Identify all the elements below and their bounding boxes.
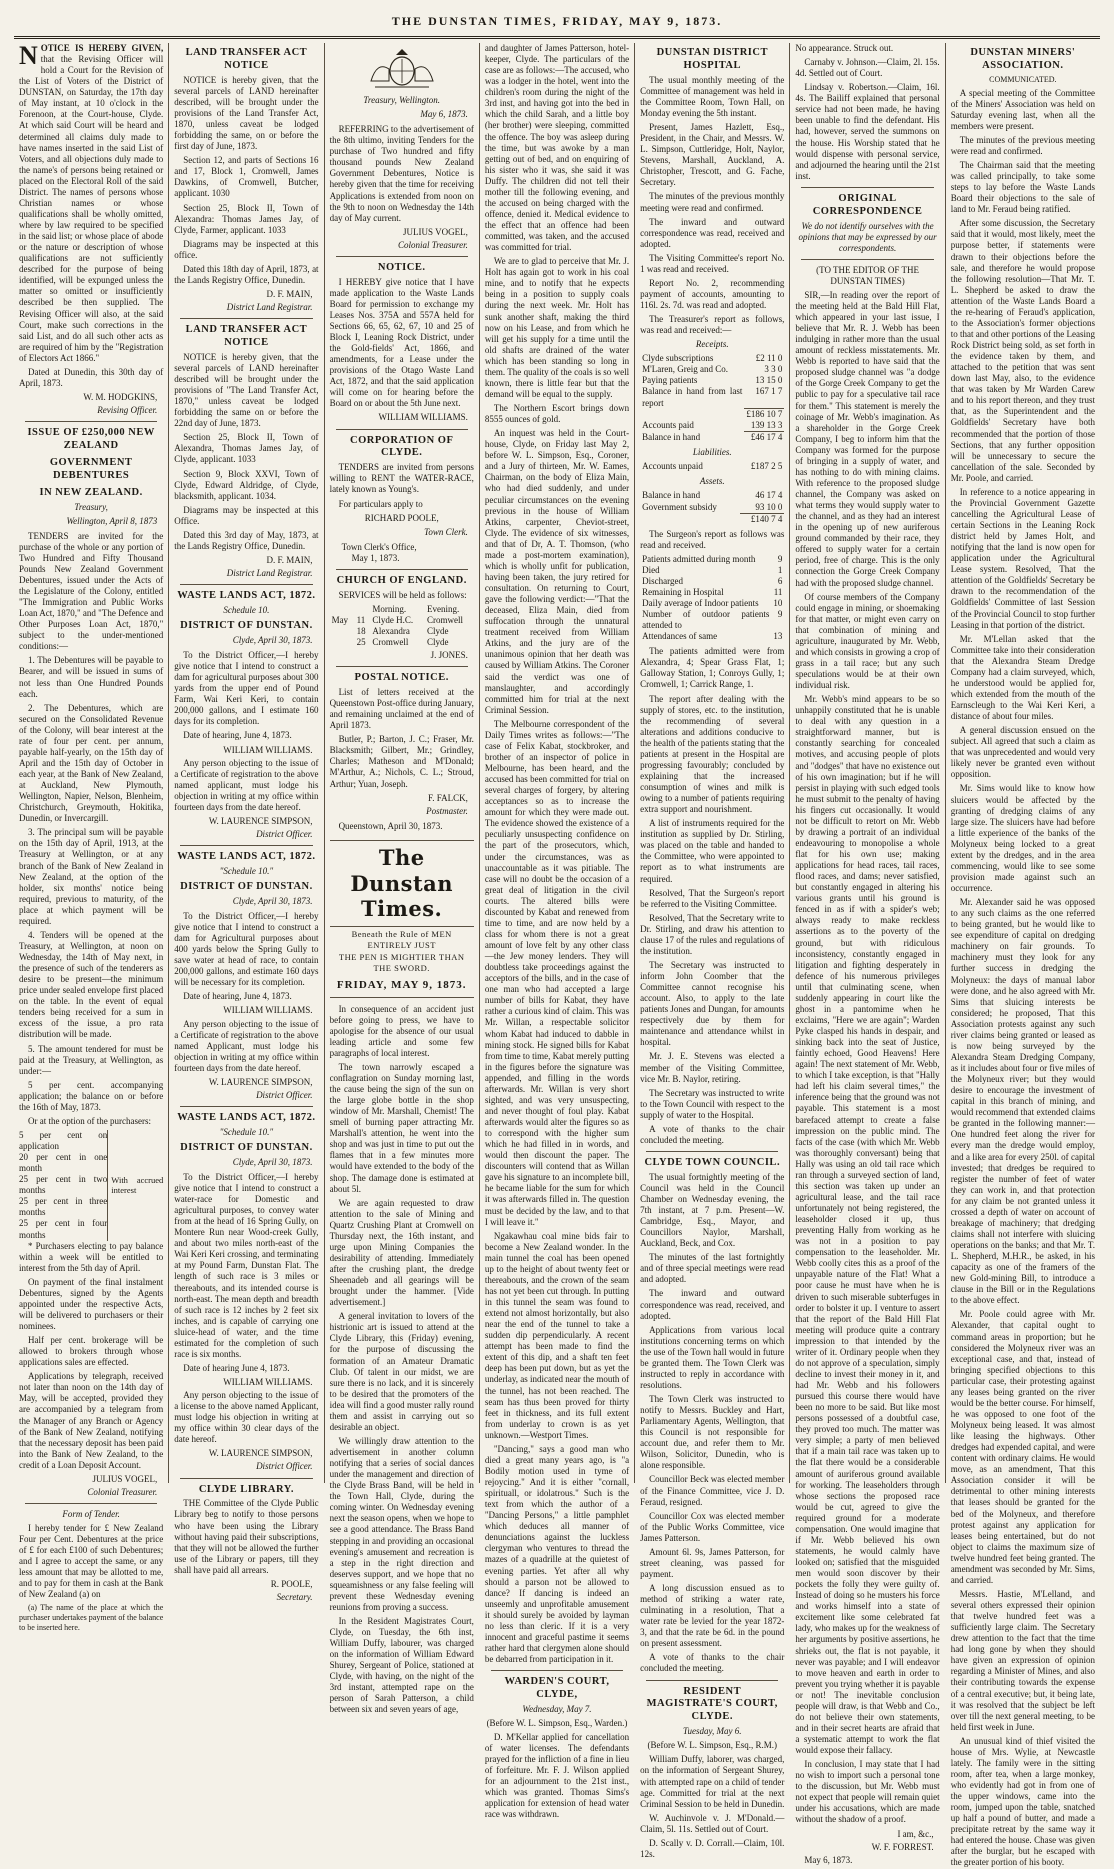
miners-p4: After some discussion, the Secretary said that it would, most likely, meet the purpose better, if statements were drawn to their objections before the sale, and therefore he would propose the following resolution—That Mr. T. L. Shepherd be asked to draw the attention of the Waste Lands Board a the re-hearing of Feraud's application, to the Association's former objections to that and other portions of the Leasing Rock District being sold, as set forth in the evidence taken by them, and attached to the petition that was sent down last May, also, to the evidence that was taken by Mr Warden Carew and to his report thereon, and they trust that, as the Superintendent and the Goldfields' Secretary have both recommended that the portion of those Sections, that any further opposition will be unnecessary to secure the cancellation of the sale. Seconded by Mr. Poole, and carried. <box>950 218 1095 483</box>
wl3-officer-title: District Officer. <box>256 1461 313 1472</box>
wl2-officer-title: District Officer. <box>256 1089 313 1100</box>
wl1-objection: Any person objecting to the issue of a Certificate of registration to the above named applicant, must lodge his objection in writing at my office within fourteen days from the date hereof. <box>174 757 319 812</box>
treasury-signer: JULIUS VOGEL, <box>403 226 468 237</box>
council-p3: The inward and outward correspondence was read, received, and adopted. <box>640 1288 785 1321</box>
acct-label: Government subsidy <box>642 501 717 512</box>
wl3-signer: WILLIAM WILLIAMS. <box>223 1377 313 1387</box>
acct-amount: £187 2 5 <box>750 461 783 472</box>
lt1-body: NOTICE is hereby given, that the several parcels of LAND hereinafter described, will be brought under the provisions of the Land Transfer Act, 1870, unless caveat be lodged forbidding the same, on or before the first day of June, 1873. <box>174 74 319 152</box>
divider <box>25 1503 157 1504</box>
wl1-body: To the District Officer,—I hereby give notice that I intend to construct a dam for agricultural purposes about 300 yards from the upper end of Pound Farm, Wai Keri Keri, to contain 200,000 gallons, and I estimate 160 days for its completion. <box>174 650 319 727</box>
service-month <box>330 637 355 648</box>
acct-label: Balance in hand <box>642 431 701 442</box>
divider <box>336 429 468 430</box>
letter-p1: SIR,—In reading over the report of the meeting held at the Bald Hill Flat, which appeared in your last issue, I believe that Mr. R. J. Webb has been indulging in rather more than the usual amount of reckless misstatements. Mr. Webb is reported to have said that the proposed sludge channel was "a dodge of the Gorge Creek Company to get the public to pay for a speculative tail race for them." This statement is merely the coinage of Mr. Webb's imagination. As a shareholder in the Gorge Creek Company, I beg to inform him that the Company was formed for the purpose of bringing in a supply of water, and has nothing to do with mining claims. With reference to the proposed sludge channel, the Company was asked on what terms they would supply water to the channel, and as they had an interest in the opening up of new auriferous ground commanded by their race, they offered to supply water for a certain period, free of charge. This is the only connection the Gorge Creek Company had with the proposed sludge channel. <box>795 289 940 588</box>
stat-value: 13 <box>773 631 783 642</box>
service-evening: Clyde <box>427 637 449 647</box>
wl1-heading: WASTE LANDS ACT, 1872. <box>177 590 316 602</box>
miners-p7: A general discussion ensued on the subject. All agreed that such a claim as that was unprecedented and would very likely never be granted even without opposition. <box>950 725 1095 780</box>
court-p2: Carnaby v. Johnson.—Claim, 2l. 15s. 4d. Settled out of Court. <box>795 57 940 79</box>
news-p3: The Northern Escort brings down 8555 ounces of gold. <box>484 403 630 425</box>
editorial-p2: The town narrowly escaped a conflagration on Sunday morning last, the cause being the sign of the sun on the large globe bottle in the shop window of Mr. Marshall, Chemist! The smell of burning paper attracting Mr. Marshall's attention, he went into the shop and was just in time to put out the flames that in a few minutes more would have extended to the body of the shop. The damage done is estimated at about 5l. <box>329 1061 474 1194</box>
treasury-body: REFERRING to the advertisement of the 8th ultimo, inviting Tenders for the purchase of Two hundred and fifty thousand pounds New Zealand Government Debentures, Notice is hereby given that the time for receiving Applications is extended from noon on the 9th to noon on Wednesday the 14th day of May current. <box>329 124 474 223</box>
table-row <box>330 615 474 626</box>
notice-body: that the Revising Officer will hold a Court for the Revision of the List of Voters of the District of DUNSTAN, on Saturday, the 17th day of May instant, at 10 o'clock in the Forenoon, at the Court-house, Clyde. At which said Court will be heard and determined all claims duly made to have names inserted in the said List of Voters, and all objections duly made to the name's of persons being retained or placed on the Electoral Roll of the said District. The names of persons whose Christian names or whose qualifications shall be wholly omitted, where by law required to be specified in the said list; or whose place of abode or the nature or description of whose qualifications are not sufficiently described for the purpose of being identified, will be expunged unless the matter so omitted or insufficiently described be then supplied. The Revising Officer will also, at the said Court, make such corrections in the said List, and do all such other acts as are required of him by the "Registration of Electors Act 1866." <box>19 54 164 363</box>
miners-p9: Mr. Alexander said he was opposed to any such claims as the one referred to being granted, but he would like to see expenditure of capital on dredging machinery on fair grounds. To machinery must they look for any further success in dredging the Molyneux: the days of manual labor were done, and he also agreed with Mr. Sims that sluicing interests be considered; he proposed, That this Association protests against any such river claims being granted or leased as is now being surveyed by the Alexandra Steam Dredging Company, as it includes about four or five miles of the Molyneux river; but they would desire to encourage the investment of capital in this branch of mining, and would recommend that extended claims be granted in the following manner:—One hundred feet along the river for every man the dredge would employ, and a like area for every 250l. of capital invested; that dredges be required to register the number of feet of water they can work in, and that protection for any claim be not granted unless it crossed a depth of water on account of breakage of machinery; that dredging claims shall not interfere with sluicing operations on the banks; and that Mr. T. L. Shepherd, M.H.R., be asked, in his capacity as one of the framers of the new Gold-mining Bill, to introduce a clause in the Bill or in the Regulations to the above effect. <box>950 897 1095 1306</box>
issue-cond-4: 4. Tenders will be opened at the Treasury, at Wellington, at noon on Wednesday, the 14th of May next, in the presence of such of the tenderers as desire to be present—the minimum price under sealed envelope first placed on the table. In the event of equal tenders being received for a sum in excess of the issue, a pro rata distribution will be made. <box>19 929 164 1040</box>
table-row <box>640 364 784 375</box>
postal-signer-title: Postmaster. <box>426 805 468 816</box>
table-row <box>640 502 784 514</box>
rm-p1: William Duffy, laborer, was charged, on the information of Sergeant Shurey, with attempted rape on a child of tender age. Committed for trial at the next Criminal Session to be held in Dunedin. <box>640 1754 785 1809</box>
issue-p3: Half per cent. brokerage will be allowed to brokers through whose applications sales are effected. <box>19 1335 164 1368</box>
council-p4: Applications from various local institutions concerning terms on which the use of the Town hall would in future be granted them. The Town Clerk was instructed to reply in accordance with resolutions. <box>640 1324 785 1390</box>
table-row <box>640 490 784 501</box>
council-p2: The minutes of the last fortnightly and of three special meetings were read and adopted. <box>640 1252 785 1285</box>
hospital-p4: The inward and outward correspondence was read, received and adopted. <box>640 216 785 249</box>
rate-item: 25 per cent in four months <box>19 1218 108 1240</box>
council-p1: The usual fortnightly meeting of the Council was held in the Council Chamber on Wednesday evening, the 7th instant, at 7 p.m. Present—W. Cambridge, Esq., Mayor, and Councillors Naylor, Marshall, Auckland, Beck, and Cox. <box>640 1171 785 1249</box>
wl2-heading: WASTE LANDS ACT, 1872. <box>177 851 316 862</box>
hospital-p3: The minutes of the previous monthly meeting were read and confirmed. <box>640 191 785 213</box>
miners-p8: Mr. Sims would like to know how sluicers would be affected by the granting of dredging claims of any large size. The sluicers have had before a little experience of the banks of the Molyneux being locked to a great extent by the dredges, and in the area commencing, would like to see some provision made against such an occurrence. <box>950 783 1095 894</box>
council-p5: The Town Clerk was instructed to notify to Messrs. Buckley and Hart, Parliamentary Agents, Wellington, that this Council is not responsible for account due, and refer them to Mr. Wilson, Solicitor, Dunedin, who is alone responsible. <box>640 1394 785 1471</box>
divider <box>180 584 312 585</box>
table-row <box>640 576 784 587</box>
issue-p2: On payment of the final instalment Debentures, signed by the Agents appointed under the respective Acts, will be delivered to purchasers or their nominees. <box>19 1276 164 1332</box>
postal-signer: F. FALCK, <box>427 792 468 803</box>
wl2-sub: "Schedule 10." <box>219 865 274 876</box>
lt2-body: NOTICE is hereby given, that the several parcels of LAND hereinafter described will be brought under the provisions of "The Land Transfer Act, 1870," unless caveat be lodged forbidding the same on or before the 22nd day of June, 1873. <box>174 351 319 429</box>
lt2-signer: D. F. MAIN, <box>266 554 313 565</box>
wl3-sub: "Schedule 10." <box>219 1126 274 1137</box>
royal-crest-icon <box>367 47 437 91</box>
stat-label: Died <box>642 564 660 575</box>
assets-table <box>640 490 784 524</box>
hospital-p1: The usual monthly meeting of the Committee of management was held in the Committee Room, Town Hall, on Monday evening the 5th instant. <box>640 74 785 118</box>
lt1-dated: Dated this 18th day of April, 1873, at the Lands Registry Office, Dunedin. <box>174 263 319 285</box>
wl1-officer: W. LAURENCE SIMPSON, <box>208 815 313 826</box>
library-heading: CLYDE LIBRARY. <box>198 1483 294 1495</box>
news-p7: "Dancing," says a good man who died a great many years ago, is "a Bodily motion used in tyme of rejoycing." And it is either "cornall, spirituall, or idolatrous." Such is the text from which the author of a "Dancing Persons," a little pamphlet which deduces all manner of denunciations against the luckless clergyman who ventures to thread the mazes of a quadrille at the quietest of evening parties. Yet after all why should a parson not be allowed to dance? If dancing is indeed an unseemly and unprofitable amusement it should surely be avoided by layman no less than cleric. If it is a very innocent and graceful pastime it seems rather hard that clergymen alone should be debarred from participation in it. <box>484 1443 630 1664</box>
library-signer: R. POOLE, <box>270 1578 313 1589</box>
form-note: (a) The name of the place at which the purchaser undertakes payment of the balance to be inserted here. <box>19 1603 164 1633</box>
lt2-heading: LAND TRANSFER ACT NOTICE <box>185 324 308 348</box>
news-p1: and daughter of James Patterson, hotel-keeper, Clyde. The particulars of the case are as follows:—The accused, who was a lodger in the hotel, went into the children's room during the night of the 3rd inst, and having got into the bed in which the child Sarah, and a little boy (her brother) were sleeping, committed the offence. The boy was asleep during the time, but was awoke by a man getting out of bed, and on enquiring of his sister who it was, she said it was Duffy. The children did not tell their mother till the following evening, and the accused on being charged with the offence, denied it. Medical evidence to the effect that an offence had been committed, was taken, and the accused was committed for trial. <box>484 43 630 253</box>
lt2-sec2: Section 9, Block XXVI, Town of Clyde, Edward Aldridge, of Clyde, blacksmith, applicant. 1034. <box>174 468 319 501</box>
hospital-p7: The Treasurer's report as follows, was read and received:— <box>640 314 785 336</box>
corp-date: May 1, 1873. <box>351 552 400 563</box>
editorial-p3: We are again requested to draw attention to the sale of Mining and Quartz Crushing Plant at Cromwell on Thursday next, the 16th instant, and urge upon Mining Companies the desirability of attending. Immediately after the crushing plant, the dredge Sheenadeb and all gearings will be brought under the hammer. [Vide advertisement.] <box>329 1197 474 1308</box>
acct-label: Accounts unpaid <box>642 461 703 472</box>
divider <box>646 1151 778 1152</box>
council-p8: Amount 6l. 9s, James Patterson, for street cleaning, was passed for payment. <box>640 1546 785 1579</box>
issue-cond-5b: 5 per cent. accompanying application; the balance on or before the 16th of May, 1873. <box>19 1079 164 1112</box>
miners-p6: Mr. M'Lellan asked that the Committee take into their consideration that the Alexandra Steam Dredge Company had a claim surveyed, which, he understood would be applied for, which extended from the mouth of the Earnscleugh to the Wai Keri Keri, a distance of about four miles. <box>950 633 1095 722</box>
acct-total: £186 10 7 <box>746 409 783 420</box>
rate-item: 20 per cent in one month <box>19 1152 108 1174</box>
acct-amount: 3 3 0 <box>764 364 783 375</box>
rate-item: 25 per cent in three months <box>19 1196 108 1218</box>
corp-signer: RICHARD POOLE, <box>364 512 439 523</box>
service-day: 11 <box>356 614 366 625</box>
hospital-p13: Resolved, That the Secretary write to Dr. Stirling, and draw his attention to clause 17 of the rules and regulations of the institution. <box>640 912 785 956</box>
news-p5: The Melbourne correspondent of the Daily Times writes as follows:—"The case of Felix Kabat, stockbroker, and brother of an inspector of police in Melbourne, has been heard, and the accused has been committed for trial on several charges of forgery, by altering acceptances so as to increase the amount for which they were made out. The evidence showed the existence of a peculiarly unsuspecting confidence on the part of the prosecutors, which, under the circumstances, was as unaccountable as it was pitiable. The case will no doubt be the occasion of a great deal of litigation in the civil courts. The altered bills were discounted by Kabat and renewed from time to time, and are now held by a class for whom there is not a great amount of love felt by any other class—the Jew money lenders. They will doubtless take proceedings against the acceptors of the bills, and in the case of one man who had accepted a large number of bills for Kabat, they have rather a curious kind of claim. This was Mr. Willan, a respectable solicitor whom Kabat had induced to dabble in mining stock. He signed bills for Kabat from time to time, Kabat merely putting in the figures before the signature was appended, and filling in the words afterwards. Mr. Willan is very short sighted, and was very unsuspecting, and never thought of foul play. Kabat afterwards would alter the figures so as to correspond with the higher sum which he had filled in in words, and would then discount the paper. The discounters will contend that as Willan gave his signature to an incomplete bill, he became liable for the sum for which it was afterwards filled in. The question must be decided by the law, and to that I will leave it." <box>484 718 630 1227</box>
postal-names: Butler, P.; Barton, J. C.; Fraser, Mr. Blacksmith; Gilbert, Mr.; Grindley, Charles; Matheson and M'Donald; M'Arthur, A.; Nichols, C. L.; Stroud, Arthur; Yuan, Joseph. <box>329 734 474 789</box>
lt1-plans: Diagrams may be inspected at this office. <box>174 238 319 260</box>
church-body: SERVICES will be held as follows: <box>338 589 467 600</box>
stat-value: 9 <box>777 609 783 620</box>
acct-amount: 13 15 0 <box>755 375 783 386</box>
rm-heading: RESIDENT MAGISTRATE'S COURT, CLYDE. <box>646 1685 778 1723</box>
wardens-body: D. M'Kellar applied for cancellation of water licenses. The defendants prayed for the infliction of a fine in lieu of forfeiture. Mr. F. J. Wilson applied for an adjournment to the 21st inst., which was granted. Thomas Sims's application for extension of head water race was withdrawn. <box>484 1732 630 1820</box>
hospital-p6: Report No. 2, recommending payment of accounts, amounting to 116l. 2s. 7d. was read and adopted. <box>640 277 785 310</box>
lt2-signer-title: District Land Registrar. <box>226 568 313 578</box>
wl2-body: To the District Officer,—I hereby give notice that I intend to construct a dam for Agricultural purposes about 400 yards below the Spring Gully to save water at head of race, to contain 200,000 gallons, and estimate 160 days will be necessary for its completion. <box>174 910 319 988</box>
wardens-heading: WARDEN'S COURT, CLYDE, <box>504 1676 610 1700</box>
lt1-signer-title: District Land Registrar. <box>226 302 313 312</box>
issue-heading-3: IN NEW ZEALAND. <box>39 486 143 498</box>
hospital-heading: DUNSTAN DISTRICT HOSPITAL <box>656 47 768 71</box>
service-month: May <box>331 614 349 625</box>
lt1-heading: LAND TRANSFER ACT NOTICE <box>185 47 308 71</box>
postal-body: List of letters received at the Queenstown Post-office during January, and remaining unclaimed at the end of April 1873. <box>329 687 474 731</box>
paper-motto-1: Beneath the Rule of MEN ENTIRELY JUST <box>351 929 452 950</box>
communicated-label: COMMUNICATED. <box>989 74 1057 84</box>
corp-body: TENDERS are invited from persons willing to RENT the WATER-RACE, lately known as Young's. <box>329 462 474 495</box>
miners-p2: The minutes of the previous meeting were read and confirmed. <box>950 134 1095 156</box>
divider <box>336 569 468 570</box>
notice-heading: NOTICE. <box>377 261 426 273</box>
wl1-officer-title: District Officer. <box>256 828 313 839</box>
lt1-signer: D. F. MAIN, <box>266 288 313 299</box>
liabilities-table <box>640 461 784 472</box>
wl3-date: Clyde, April 30, 1873. <box>232 1156 313 1167</box>
receipts-heading: Receipts. <box>695 339 729 350</box>
table-row <box>640 386 784 408</box>
table-row <box>640 565 784 576</box>
wl1-sub: Schedule 10. <box>223 604 270 615</box>
acct-amount: £46 17 4 <box>744 432 784 444</box>
letter-signer: W. F. FORREST. <box>871 1841 934 1852</box>
council-p7: Councillor Cox was elected member of the Public Works Committee, vice James Patterson. <box>640 1510 785 1543</box>
table-row <box>640 409 784 421</box>
services-header <box>330 604 474 615</box>
lt2-sec1: Section 25, Block II, Town of Alexandra, Thomas James Jay, of Clyde, applicant. 1033 <box>174 432 319 465</box>
service-morning: Cromwell <box>372 637 409 647</box>
news-p6: Ngakawhau coal mine bids fair to become a New Zealand wonder. In the main tunnel the coal has been opened up to the height of about twenty feet or thereabouts, and the crown of the seam has not yet been cut through. In putting in this tunnel the seam was found to extend not almost horizontally, but also near the end of the tunnel to take a sudden dip perpendicularly. A recent attempt has been made to find the extent of this dip, and a shaft ten feet deep has been put down, but as yet the underlay, as indicated near the mouth of the tunnel, has not been reached. The seam has thus been proved for thirty feet in thickness, and its full extent from underlay to crown is as yet unknown.—Westport Times. <box>484 1230 630 1440</box>
stat-label: Discharged <box>642 575 683 586</box>
treasury-signer-title: Colonial Treasurer. <box>397 239 468 250</box>
wl3-district: DISTRICT OF DUNSTAN. <box>180 1141 313 1153</box>
treasury-date: May 6, 1873. <box>420 109 468 120</box>
wl1-signer: WILLIAM WILLIAMS. <box>223 744 313 755</box>
divider <box>646 1680 778 1681</box>
issue-heading: ISSUE OF £250,000 NEW ZEALAND <box>27 427 155 451</box>
receipts-table <box>640 353 784 443</box>
form-heading: Form of Tender. <box>62 1508 120 1519</box>
lt1-sec1: Section 12, and parts of Sections 16 and 17, Block 1, Cromwell, James Dawkins, of Cromwell, Butcher, applicant. 1030 <box>174 155 319 199</box>
acct-label: M'Laren, Greig and Co. <box>642 364 728 375</box>
stat-value: 1 <box>777 564 783 575</box>
wl2-signer: WILLIAM WILLIAMS. <box>223 1005 313 1016</box>
wl1-hearing: Date of hearing, June 4, 1873. <box>183 730 292 741</box>
court-p1: No appearance. Struck out. <box>795 43 894 53</box>
lt2-dated: Dated this 3rd day of May, 1873, at the Lands Registry Office, Dunedin. <box>174 529 319 551</box>
wl1-date: Clyde, April 30, 1873. <box>232 634 313 645</box>
hospital-p14: The Secretary was instructed to inform John Coomber that the Committee cannot recognise his account. Also, to apply to the late patients Jones and Dungan, for amounts respectively due by them for maintenance and attendance whilst in hospital. <box>640 959 785 1048</box>
column-3 <box>325 43 480 1715</box>
acct-label: Paying patients <box>642 375 698 386</box>
stat-label: Remaining in Hospital <box>642 586 724 597</box>
stat-value: 10 <box>773 598 783 608</box>
issue-signer: JULIUS VOGEL, <box>92 1473 158 1484</box>
correspondence-note: We do not identify ourselves with the opinions that may be expressed by our correspondents. <box>798 220 937 253</box>
editorial-p5: We willingly draw attention to the advertisement in another column notifying that a series of social dances under the management and direction of the Clyde Brass Band, will be held in the Town Hall, Clyde, during the coming winter. On Wednesday evening next the season opens, when we hope to see a good attendance. The Brass Band stepping in and providing an occasional evening's amusement and recreation is a step in the right direction and deserves support, and we hope that no squeamishness or any false feeling will prevent these Wednesday evening reunions from proving a success. <box>329 1435 474 1612</box>
notice-dated: Dated at Dunedin, this 30th day of April, 1873. <box>19 366 164 388</box>
issue-cond-3: 3. The principal sum will be payable on the 15th day of April, 1913, at the Treasury at Wellington, or at any branch of the Bank of New Zealand in New Zealand, at the option of the holder, six months' notice being required, previous to maturity, of the place at which payment will be required. <box>19 827 164 926</box>
editorial-p6: In the Resident Magistrates Court, Clyde, on Tuesday, the 6th inst, William Duffy, labourer, was charged on the information of William Edward Shurey, Sergeant of Police, stationed at Clyde, with having, on the night of the 3rd instant, attempted rape on the person of Sarah Patterson, a child between six and seven years of age, <box>329 1615 474 1715</box>
correspondence-heading: ORIGINAL CORRESPONDENCE <box>812 192 923 217</box>
hospital-p16: The Secretary was instructed to write to the Town Council with respect to the supply of water to the Hospital. <box>640 1087 785 1120</box>
rates-list <box>19 1130 107 1241</box>
wl3-body: To the District Officer,—I hereby give notice that I intend to construct a water-race for Domestic and agricultural purposes, to convey water from at the head of 16 Spring Gully, on Montere Run near Wood-creek Gully, and about two miles north-east of the Wai Keri Keri crossing, and terminating at my Pound Farm, Dunstan Flat. The length of such race is 3 miles or thereabouts, and its intended course is north-east. The mean depth and breadth of such race is 12 inches by 2 feet six inches, and is capable of carrying one sluice-head of water, and the time estimated for the completion of such race is six months. <box>174 1171 319 1359</box>
acct-amount: 46 17 4 <box>755 490 783 501</box>
acct-amount: 93 10 0 <box>755 501 783 512</box>
divider <box>180 1106 312 1107</box>
columns <box>14 41 1100 1868</box>
issue-cond-1: 1. The Debentures will be payable to Bearer, and will be issued in sums of not less than One Hundred Pounds each. <box>19 655 164 699</box>
page-header <box>14 6 1100 39</box>
column-1 <box>14 41 169 1633</box>
stat-value: 11 <box>773 586 783 597</box>
hospital-p9: The patients admitted were from Alexandra, 4; Spear Grass Flat, 1; Galloway Station, 1; Conroys Gully, 1; Cromwell, 1; Carrick Range, 1. <box>640 646 785 690</box>
paper-motto-2: THE PEN IS MIGHTIER THAN THE SWORD. <box>338 952 465 973</box>
wl3-officer: W. LAURENCE SIMPSON, <box>208 1448 313 1459</box>
notice-body: I HEREBY give notice that I have made application to the Waste Lands Board for permission to exchange my Leases Nos. 375A and 557A held for Sections 66, 65, 62, 67, 10 and 25 of Block I, Leaning Rock District, under the Gold-fields' Act, 1866, and amendments, for a Lease under the provisions of the Otago Waste Land Act, 1872, and that the said application will come on for hearing before the Board on or about the 5th June next. <box>329 276 474 409</box>
issue-signer-title: Colonial Treasurer. <box>87 1486 158 1497</box>
service-morning: Alexandra <box>372 625 410 636</box>
hospital-p8: The Surgeon's report as follows was read and received. <box>640 528 785 550</box>
treasury-place: Treasury, Wellington. <box>363 95 440 105</box>
liabilities-heading: Liabilities. <box>692 447 732 458</box>
wl3-heading: WASTE LANDS ACT, 1872. <box>177 1111 316 1123</box>
acct-amount: £2 11 0 <box>755 353 783 364</box>
table-row <box>640 609 784 631</box>
table-row <box>640 353 784 364</box>
wl1-district: DISTRICT OF DUNSTAN. <box>180 620 313 632</box>
miners-p1: A special meeting of the Committee of the Miners' Association was held on Saturday evening last, when all the members were present. <box>950 87 1095 131</box>
wardens-before: (Before W. L. Simpson, Esq., Warden.) <box>486 1717 628 1728</box>
table-row <box>640 513 784 525</box>
issue-option: Or at the option of the purchasers: <box>28 1115 151 1126</box>
miners-p11: Messrs. Hastie, M'Lelland, and several others expressed their opinion that twelve hundred feet was a sufficiently large claim. The Secretary drew attention to the fact that the time had long gone by when they should have given an expression of opinion regarding a Minister of Mines, and also their contributing towards the expense of a central executive; but, it being late, it was resolved that the subject be left over till the next general meeting, to be held first week in June. <box>950 1588 1095 1732</box>
editorial-p4: A general invitation to lovers of the histrionic art is issued to attend at the Clyde Library, this (Friday) evening, for the purpose of discussing the formation of an Amateur Dramatic Club. Of talent in our midst, we are sure there is no lack, and it is sincerely to be desired that the promoters of the idea will find a good muster rally round them and assist in carrying out so desirable an object. <box>329 1311 474 1432</box>
service-month <box>330 626 355 637</box>
table-row <box>640 554 784 565</box>
news-p4: An inquest was held in the Court-house, Clyde, on Friday last May 2, before W. L. Simpson, Esq., Coroner, and a Jury of thirteen, Mr. W. Eames, Chairman, on the body of Eliza Main, who had died suddenly, and under peculiar circumstances on the evening previous in the house of William Atkins, carpenter, Cheviot-street, Clyde. The evidence of six witnesses, and that of Dr, A. T. Thomson, (who made a post-mortem examination), which is wholly unfit for publication, having been taken, the jury retired for consultation. On returning to Court, gave the following verdict:—"That the deceased, Eliza Main, died from suffocation through the unnatural treatment received from William Atkins, and the jury are of the unanimous opinion that her death was caused by William Atkins. The Coroner said the verdict was one of manslaughter, and accordingly committed him for trial at the next Criminal Session. <box>484 428 630 715</box>
rm-p3: D. Scally v. D. Corrall.—Claim, 10l. 12s. <box>640 1837 785 1859</box>
acct-amount: 139 13 3 <box>750 420 783 431</box>
acct-amount: 167 1 7 <box>755 386 783 397</box>
issue-purchasers: * Purchasers electing to pay balance within a week will be entitled to interest from the 5th day of April. <box>19 1240 164 1273</box>
service-evening: Clyde <box>427 625 449 636</box>
miners-p3: The Chairman said that the meeting was called principally, to take some steps to lay before the Waste Lands Board their objections to the sale of land to Mr. Feraud being ratified. <box>950 160 1095 215</box>
lt2-plans: Diagrams may be inspected at this Office. <box>174 504 319 526</box>
hospital-p12: Resolved, That the Surgeon's report be referred to the Visiting Committee. <box>640 887 785 909</box>
hospital-p17: A vote of thanks to the chair concluded the meeting. <box>640 1123 785 1145</box>
table-row <box>330 626 474 637</box>
divider <box>336 666 468 667</box>
table-row <box>640 598 784 609</box>
table-row <box>330 637 474 648</box>
rm-p2: W. Auchinvole v. J. M'Donald.—Claim, 5l. 11s. Settled out of Court. <box>640 1812 785 1834</box>
to-editor: (TO THE EDITOR OF THE DUNSTAN TIMES) <box>816 264 919 286</box>
rates-note: With accrued interest <box>107 1130 163 1241</box>
morning-col: Morning. <box>372 603 407 614</box>
revision-notice <box>19 43 163 364</box>
wardens-date: Wednesday, May 7. <box>522 1703 592 1714</box>
acct-total: £140 7 4 <box>740 513 785 525</box>
letter-p4: In conclusion, I may state that I had no wish to import such a personal tone to the discussion, but Mr. Webb must not expect that people will remain quiet under his accusations, which are made without the shadow of a proof. <box>795 1759 940 1825</box>
column-4 <box>480 43 635 1820</box>
court-p3: Lindsay v. Robertson.—Claim, 16l. 4s. The Bailiff explained that personal service had not been made, he having been unable to find the defendant. His had, however, served the summons on the house. His Worship stated that he would dispense with personal service, and adjourned the hearing until the 21st inst. <box>795 82 940 181</box>
letter-p2: Of course members of the Company could engage in mining, or shoemaking for that matter, or might even carry on that combination of mining and agriculture, inaugurated by Mr. Webb, and which consists in growing a crop of grass in a tail race; but any such speculations would be at their own individual risk. <box>795 591 940 691</box>
table-row <box>640 631 784 642</box>
corp-heading: CORPORATION OF CLYDE. <box>350 434 454 459</box>
divider <box>801 187 933 188</box>
rm-before: (Before W. L. Simpson, Esq., R.M.) <box>647 1740 778 1751</box>
service-evening: Cromwell <box>427 614 464 625</box>
letter-p3: Mr. Webb's mind appears to be so unhappily constituted that he is unable to deal with any question in a straightforward manner, but is constantly searching for concealed motives, and accusing people of plots and "dodges" that have no existence out of his own imagination; but if he will persist in playing with such edged tools he must submit to the penalty of having his fingers cut occasionally. It would not be difficult to retort on Mr. Webb by drawing a portrait of an individual endeavouring to monopolise a whole flat for his own use; making applications for head races, tail races, flood races, and dams; never satisfied, but constantly engaged in altering his various grants until his ground is fenced in as if with a spider's web; always ready to make reckless assertions as to the poverty of the ground, but with ridiculous inconsistency, constantly engaged in litigation and fighting desperately in defence of his numerous privileges until that culminating scene, when suddenly appearing in court like the ghost in a pantomime when he exclaims, "Here we are again"; Warden Pyke clasped his hands in despair, and sinking back into the seat of Justice, faintly echoed, Good Heavens! Here again! The next statement of Mr. Webb, to which I take exception, is that "Hally had left his claim several times," the inference being that the ground was not payable. This statement is a most barefaced attempt to create a false impression on the public mind. The facts of the case (with which Mr. Webb was thoroughly conversant) being that Hally was using an old tail race which ran through a surveyed section of land, this section was taken up under an agricultural lease, and the tail race unfortunately not being registered, the leaseholder closed it up, thus preventing Hally from working as he was not in a position to pay compensation to the leaseholder. Mr. Webb coolly cites this as a proof of the unpayable nature of the Flat! What a poor cause he must have when he is driven to such miserable subterfuges in order to bolster it up. I venture to assert that the report of the Bald Hill Flat meeting will produce quite a contrary impression to that intended by the writer of it. Ordinary people when they do not approve of a speculation, simply decline to invest their money in it, and had Mr. Webb and his followers pursued this course there would have been no more to be said. But like most persons possessed of a doubtful case, they proved too much. The matter was very simple; a party of men believed that if a main tail race was taken up to the flat there would be a considerable amount of auriferous ground available for working. The leaseholders through whose sections the proposed race would be cut, agreed to give the required ground for a moderate compensation. One would imagine that if Mr. Webb believed his own statements, he would calmly have looked on; satisfied that the misguided men would soon discover by their pockets the folly they were guilty of. Instead of doing so he musters his force and works himself into a state of excitement like some celebrated fat lady, who makes up for the weakness of her arguments by positive assertions, he shrieks out, the flat is not payable, it never was payable; and I will endeavor to move heaven and earth in order to prevent you trying whether it is payable or not! The inevitable conclusion people will draw, is that Webb and Co., do not believe their own statements, and in their secret hearts are afraid that a systematic attempt to work the flat would expose their fallacy. <box>795 694 940 1756</box>
letter-dated: May 6, 1873. <box>804 1854 853 1865</box>
paper-date: FRIDAY, MAY 9, 1873. <box>330 979 474 998</box>
news-p2: We are to glad to perceive that Mr. J. Holt has again got to work in his coal mine, and to notify that he expects being in a position to supply coals during the next week. Mr. Holt has sunk another shaft, making the third now on his Lease, and from which he will get his supply for a time until the old shafts are drained of the water which has been standing so long in them. The quality of the coals is so well known, there is little fear but that the demand will be equal to the supply. <box>484 256 630 399</box>
table-row <box>640 587 784 598</box>
hospital-p11: A list of instruments required for the institution as supplied by Dr. Stirling, was placed on the table and handed to the Committee, who were appointed to report as to what instruments are required. <box>640 818 785 884</box>
services-table <box>330 604 474 648</box>
paper-name: The Dunstan Times. <box>330 840 474 927</box>
corp-particulars: For particulars apply to <box>338 498 423 509</box>
divider <box>25 421 157 422</box>
evening-col: Evening. <box>427 603 460 614</box>
table-row <box>640 432 784 444</box>
stat-label: Patients admitted during month <box>642 553 756 564</box>
column-7 <box>946 43 1100 1868</box>
divider <box>491 1670 623 1671</box>
table-row <box>640 375 784 386</box>
stat-value: 6 <box>777 575 783 586</box>
divider <box>180 845 312 846</box>
rate-item: 25 per cent in two months <box>19 1174 108 1196</box>
editorial-p1: In consequence of an accident just before going to press, we have to apologise for the absence of our usual leading article and some few paragraphs of local interest. <box>329 1003 474 1058</box>
column-2 <box>169 43 324 1602</box>
acct-label: Accounts paid <box>642 420 694 431</box>
service-day: 25 <box>356 637 366 647</box>
postal-heading: POSTAL NOTICE. <box>354 672 449 684</box>
table-row <box>640 420 784 432</box>
library-body: THE Committee of the Clyde Public Library beg to notify to those persons who have been using the Library without having paid their subscriptions, that they will not be allowed the further use of the Library or papers, till they shall have paid all arrears. <box>174 1498 319 1575</box>
acct-label: Balance in hand from last report <box>642 386 743 408</box>
church-signer: J. JONES. <box>430 650 468 661</box>
rm-date: Tuesday, May 6. <box>683 1726 742 1737</box>
miners-heading: DUNSTAN MINERS' ASSOCIATION. <box>970 47 1076 71</box>
stat-label: Daily average of Indoor patients <box>642 598 759 608</box>
wl3-hearing: Date of hearing June 4, 1873. <box>183 1362 290 1373</box>
miners-p10: Mr. Poole could agree with Mr. Alexander, that capital ought to command areas in proportion; but he considered the Molyneux river was an exceptional case, and that, instead of bringing specified objections to this particular case, their protesting against any leases being granted on the river would be the better course. For himself, he was opposed to one foot of the Molyneux being leased. It was almost like leasing the highways. Other dredges had expended capital, and were content with ordinary claims. He would move, as an amendment, That this Association consider it will be detrimental to other mining interests that leases should be granted for the bed of the Molyneux, and therefore protest against any application for leases being entertained, but do not object to claims the maximum size of twelve hundred feet being granted. The amendment was seconded by Mr. Sims, and carried. <box>950 1309 1095 1585</box>
postal-dated: Queenstown, April 30, 1873. <box>338 820 443 831</box>
notice-signer: W. M. HODGKINS, <box>83 391 158 402</box>
library-signer-title: Secretary. <box>276 1591 313 1602</box>
wl3-objection: Any person objecting to the issue of a license to the above named Applicant, must lodge his objection in writing at my office within 30 clear days of the date hereof. <box>174 1390 319 1445</box>
council-p9: A long discussion ensued as to method of striking a water rate, culminating in a resolution, That a water rate be levied for the year 1872-3, and that the rate be 6d. in the pound on present assessment. <box>640 1583 785 1649</box>
hospital-p10: The report after dealing with the supply of stores, etc. to the institution, the recommending of several alterations and additions conducive to the health of the patients stating that the patients at present in the Hospital are progressing favourably; concluded by explaining that the increased consumption of wines and milk is owing to a number of patients requiring extra support and nourishment. <box>640 693 785 815</box>
church-heading: CHURCH OF ENGLAND. <box>336 574 467 586</box>
miners-p12: An unusual kind of thief visited the house of Mrs. Wylie, at Newcastle lately. The family were in the sitting room, after tea, when a large monkey, who evidently had got in from one of the upper windows, came into the room, jumped upon the table, snatched up half a pound of butter, and made a precipitate retreat by the same way it had entered the house. Chase was given after the burglar, but he escaped with the greater portion of his booty. <box>950 1735 1095 1868</box>
assets-heading: Assets. <box>699 476 725 487</box>
acct-label: Clyde subscriptions <box>642 353 714 364</box>
stat-value: 9 <box>777 553 783 564</box>
wl2-date: Clyde, April 30, 1873. <box>232 895 313 906</box>
table-row <box>640 461 784 472</box>
service-morning: Clyde H.C. <box>372 614 414 625</box>
council-heading: CLYDE TOWN COUNCIL. <box>644 1156 781 1168</box>
wl2-objection: Any person objecting to the issue of a Certificate of registration to the above named Applicant, must lodge his objection in writing at my office within fourteen days from the date hereof. <box>174 1018 319 1073</box>
header-title: THE DUNSTAN TIMES, FRIDAY, MAY 9, 1873. <box>391 13 723 28</box>
issue-p4: Applications by telegraph, received not later than noon on the 14th day of May, will be accepted, provided they are accompanied by a telegram from the Manager of any Branch or Agency of the Bank of New Zealand, notifying that the necessary deposit has been paid into the Bank of New Zealand, to the credit of a Loan Deposit Account. <box>19 1371 164 1470</box>
divider <box>180 1478 312 1479</box>
divider <box>336 256 468 257</box>
notice-signer-title: Revising Officer. <box>97 405 158 415</box>
hospital-p5: The Visiting Committee's report No. 1 was read and received. <box>640 252 785 274</box>
rates-block <box>19 1130 163 1241</box>
wl2-hearing: Date of hearing, June 4, 1873. <box>183 991 292 1002</box>
service-day: 18 <box>356 625 366 636</box>
corp-office: Town Clerk's Office, <box>341 541 417 552</box>
wl2-officer: W. LAURENCE SIMPSON, <box>208 1076 313 1087</box>
dropcap-n: N <box>19 41 38 70</box>
stat-label: Attendances of same <box>642 631 718 642</box>
stat-label: Number of outdoor patients attended to <box>642 609 770 631</box>
issue-cond-2: 2. The Debentures, which are secured on the Consolidated Revenue of the Colony, will bear interest at the rate of four per cent. per annum, payable half-yearly, on the 15th day of April and the 15th day of October in each year, at the Bank of New Zealand, at Auckland, New Plymouth, Wellington, Napier, Nelson, Blenheim, Christchurch, Greymouth, Hokitika, Dunedin, or Invercargill. <box>19 702 164 824</box>
corp-signer-title: Town Clerk. <box>424 526 468 537</box>
rate-item: 5 per cent on application <box>19 1129 108 1152</box>
issue-intro: TENDERS are invited for the purchase of the whole or any portion of Two Hundred and Fifty Thousand Pounds New Zealand Government Debentures, issued under the Acts of the Legislature of the Colony, entitled "The Immigration and Public Works Loan Act, 1870," and "The Defence and Other Purposes Loan Act, 1870," subject to the under-mentioned conditions:— <box>19 530 164 652</box>
column-5 <box>635 43 790 1859</box>
notice-lead: OTICE IS HEREBY GIVEN, <box>40 43 164 53</box>
issue-heading-2: GOVERNMENT DEBENTURES <box>49 456 133 481</box>
hospital-p15: Mr. J. E. Stevens was elected a member of the Visiting Committee, vice Mr. B. Naylor, retiring. <box>640 1051 785 1084</box>
issue-place: Treasury, <box>74 501 108 512</box>
divider <box>801 259 933 260</box>
council-p6: Councillor Beck was elected member of the Finance Committee, vice J. D. Feraud, resigned. <box>640 1474 785 1507</box>
council-p10: A vote of thanks to the chair concluded the meeting. <box>640 1652 785 1674</box>
acct-label: Balance in hand <box>642 490 701 501</box>
issue-date: Wellington, April 8, 1873 <box>66 515 158 526</box>
divider <box>180 318 312 319</box>
wl2-district: DISTRICT OF DUNSTAN. <box>180 880 313 892</box>
miners-p5: In reference to a notice appearing in the Provincial Government Gazette cancelling the Agricultural Lease of certain Sections in the Leaning Rock district held by James Holt, and notifying that the land is now open for application under the Agricultural Lease system. Resolved, That the attention of the Goldfields' Secretary be drawn to the recommendation of the Goldfields' Committee of last Session of the Provincial Council to stop further Leasing in that portion of the district. <box>950 486 1095 630</box>
hospital-p2: Present, James Hazlett, Esq., President, in the Chair, and Messrs. W. L. Simpson, Cuttleridge, Holt, Naylor, Stevens, Marshall, Auckland, A. Christopher, Trescott, and G. Fache, Secretary. <box>640 122 785 188</box>
issue-cond-5: 5. The amount tendered for must be paid at the Treasury, at Wellington, as under:— <box>19 1043 164 1076</box>
lt1-sec2: Section 25, Block II, Town of Alexandra: Thomas James Jay, of Clyde, Farmer, applicant. 1033 <box>174 202 319 235</box>
surgeon-stats-table <box>640 554 784 643</box>
notice-signer: WILLIAM WILLIAMS. <box>378 412 468 423</box>
letter-closing: I am, &c., <box>897 1828 934 1839</box>
column-6 <box>790 43 945 1865</box>
form-text: I hereby tender for £ New Zealand Four per Cent. Debentures at the price of £ for each £100 of such Debentures; and I agree to accept the same, or any less amount that may be allotted to me, and to pay for them in cash at the Bank of New Zealand (a) on <box>19 1523 164 1600</box>
